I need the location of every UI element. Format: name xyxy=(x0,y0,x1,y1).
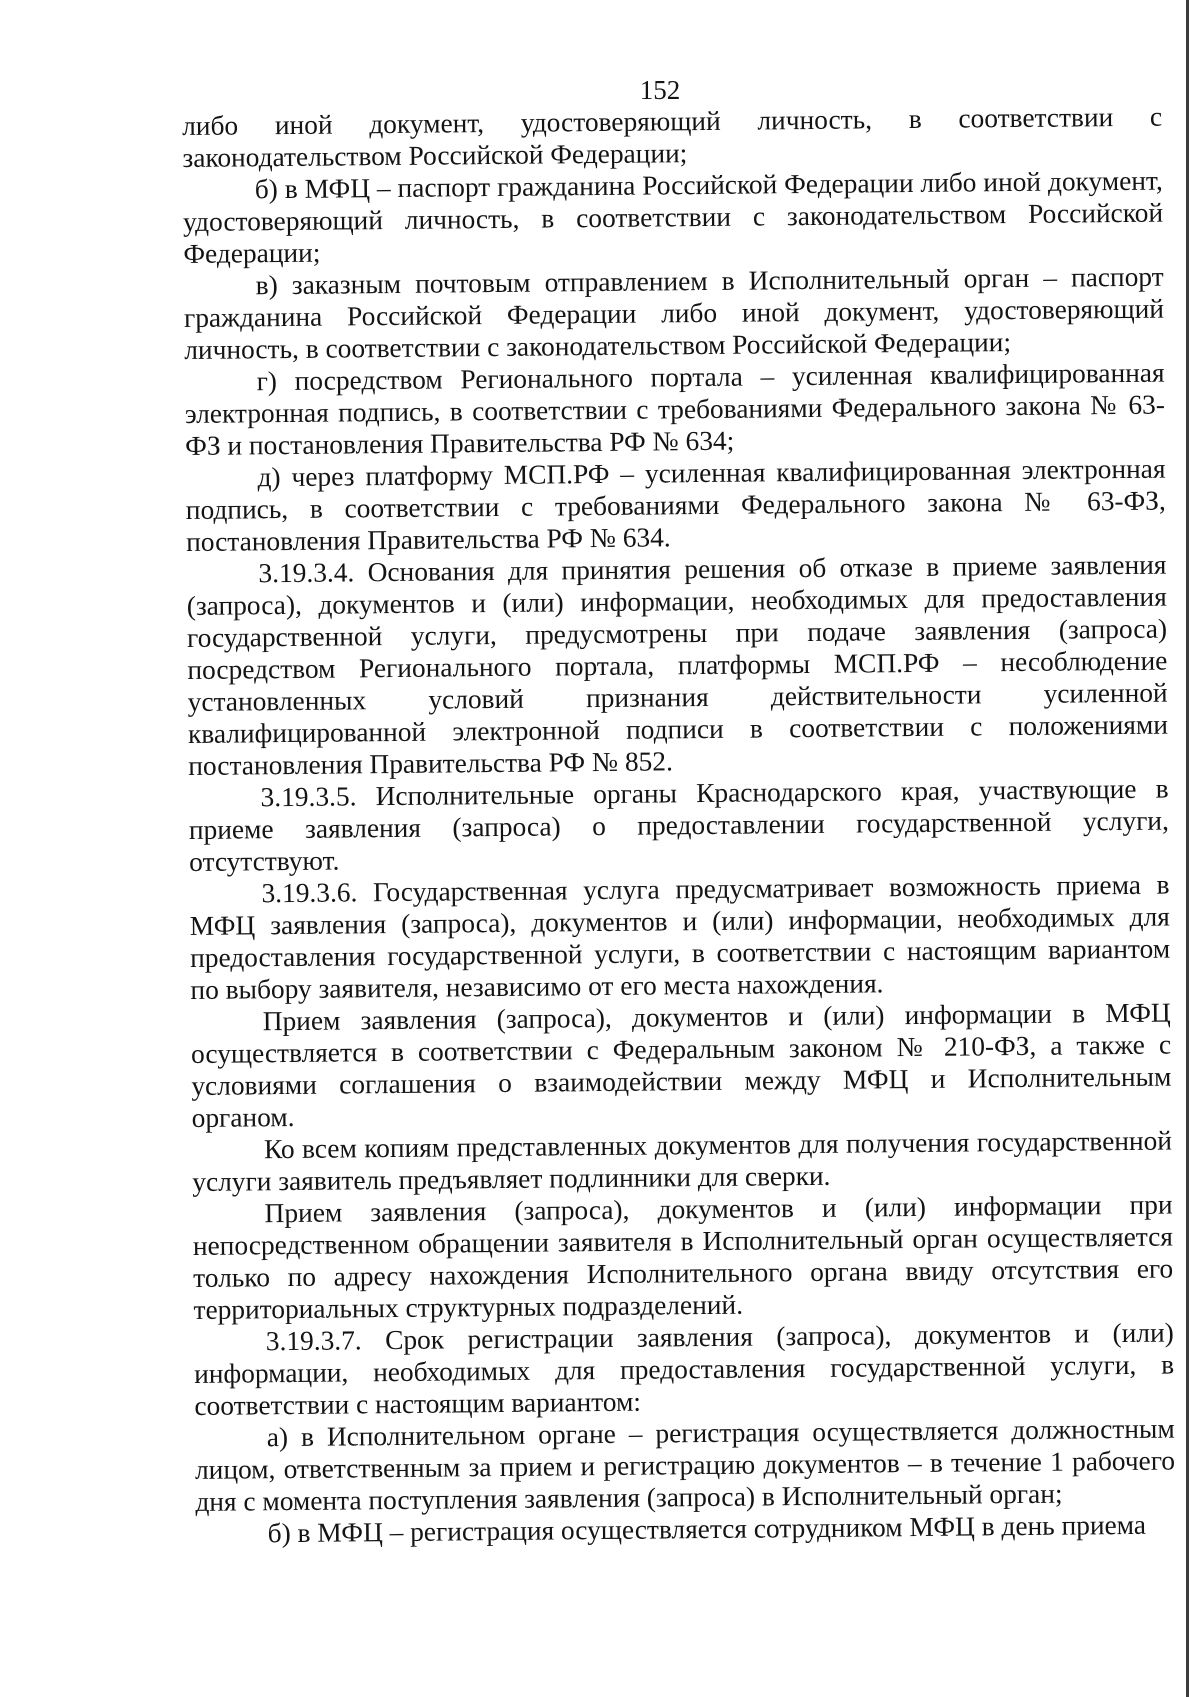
scan-edge-line xyxy=(1186,0,1189,1697)
page-number: 152 xyxy=(639,75,681,105)
paragraph-item-g: г) посредством Регионального портала – усиленная квалифицированная электронная подпись, в соответствии с требованиями Федерального закона № 63-ФЗ и постановления Правительства РФ № 634; xyxy=(184,357,1166,461)
paragraph-copies: Ко всем копиям представленных документов для получения государственной услуги заявитель предъявляет подлинники для сверки. xyxy=(192,1125,1173,1197)
paragraph-3-19-3-7: 3.19.3.7. Срок регистрации заявления (запроса), документов и (или) информации, необходимых для предоставления государственной услуги, в соответствии с настоящим вариантом: xyxy=(193,1317,1175,1421)
document-body xyxy=(182,101,1176,1550)
paragraph-item-d: д) через платформу МСП.РФ – усиленная квалифицированная электронная подпись, в соответствии с требованиями Федерального закона № 63-ФЗ, постановления Правительства РФ № 634. xyxy=(185,453,1166,557)
paragraph-item-b-registration: б) в МФЦ – регистрация осуществляется сотрудником МФЦ в день приема xyxy=(267,1509,1147,1549)
paragraph-direct-reception: Прием заявления (запроса), документов и (или) информации при непосредственном обращении заявителя в Исполнительный орган осуществляется только по адресу нахождения Исполнительного органа ввиду отсутствия его территориальных структурных подразделений. xyxy=(192,1189,1174,1325)
paragraph-3-19-3-6: 3.19.3.6. Государственная услуга предусматривает возможность приема в МФЦ заявления (запроса), документов и (или) информации, необходимых для предоставления государственной услуги, в соответствии с настоящим вариантом по выбору заявителя, независимо от его места нахождения. xyxy=(189,869,1171,1005)
paragraph-continuation: либо иной документ, удостоверяющий личность, в соответствии с законодательством Российской Федерации; xyxy=(182,101,1163,173)
paragraph-3-19-3-4: 3.19.3.4. Основания для принятия решения об отказе в приеме заявления (запроса), документов и (или) информации, необходимых для предоставления государственной услуги, предусмотрены при подаче заявления (запроса) посредством Регионального портала, платформы МСП.РФ – несоблюдение установленных условий признания действительности усиленной квалифицированной электронной подписи в соответствии с положениями постановления Правительства РФ № 852. xyxy=(186,549,1169,781)
paragraph-mfc-reception: Прием заявления (запроса), документов и (или) информации в МФЦ осуществляется в соответствии с Федеральным законом № 210-ФЗ, а также с условиями соглашения о взаимодействии между МФЦ и Исполнительным органом. xyxy=(190,997,1172,1133)
paragraph-3-19-3-5: 3.19.3.5. Исполнительные органы Краснодарского края, участвующие в приеме заявления (запроса) о предоставлении государственной услуги, отсутствуют. xyxy=(188,773,1170,877)
paragraph-item-a-registration: а) в Исполнительном органе – регистрация осуществляется должностным лицом, ответственным за прием и регистрацию документов – в течение 1 рабочего дня с момента поступления заявления (запроса) в Исполнительный орган; xyxy=(194,1413,1176,1517)
paragraph-item-v: в) заказным почтовым отправлением в Исполнительный орган – паспорт гражданина Российской Федерации либо иной документ, удостоверяющий личность, в соответствии с законодательством Российской Федерации; xyxy=(183,261,1165,365)
paragraph-item-b: б) в МФЦ – паспорт гражданина Российской Федерации либо иной документ, удостоверяющий личность, в соответствии с законодательством Российской Федерации; xyxy=(182,165,1164,269)
